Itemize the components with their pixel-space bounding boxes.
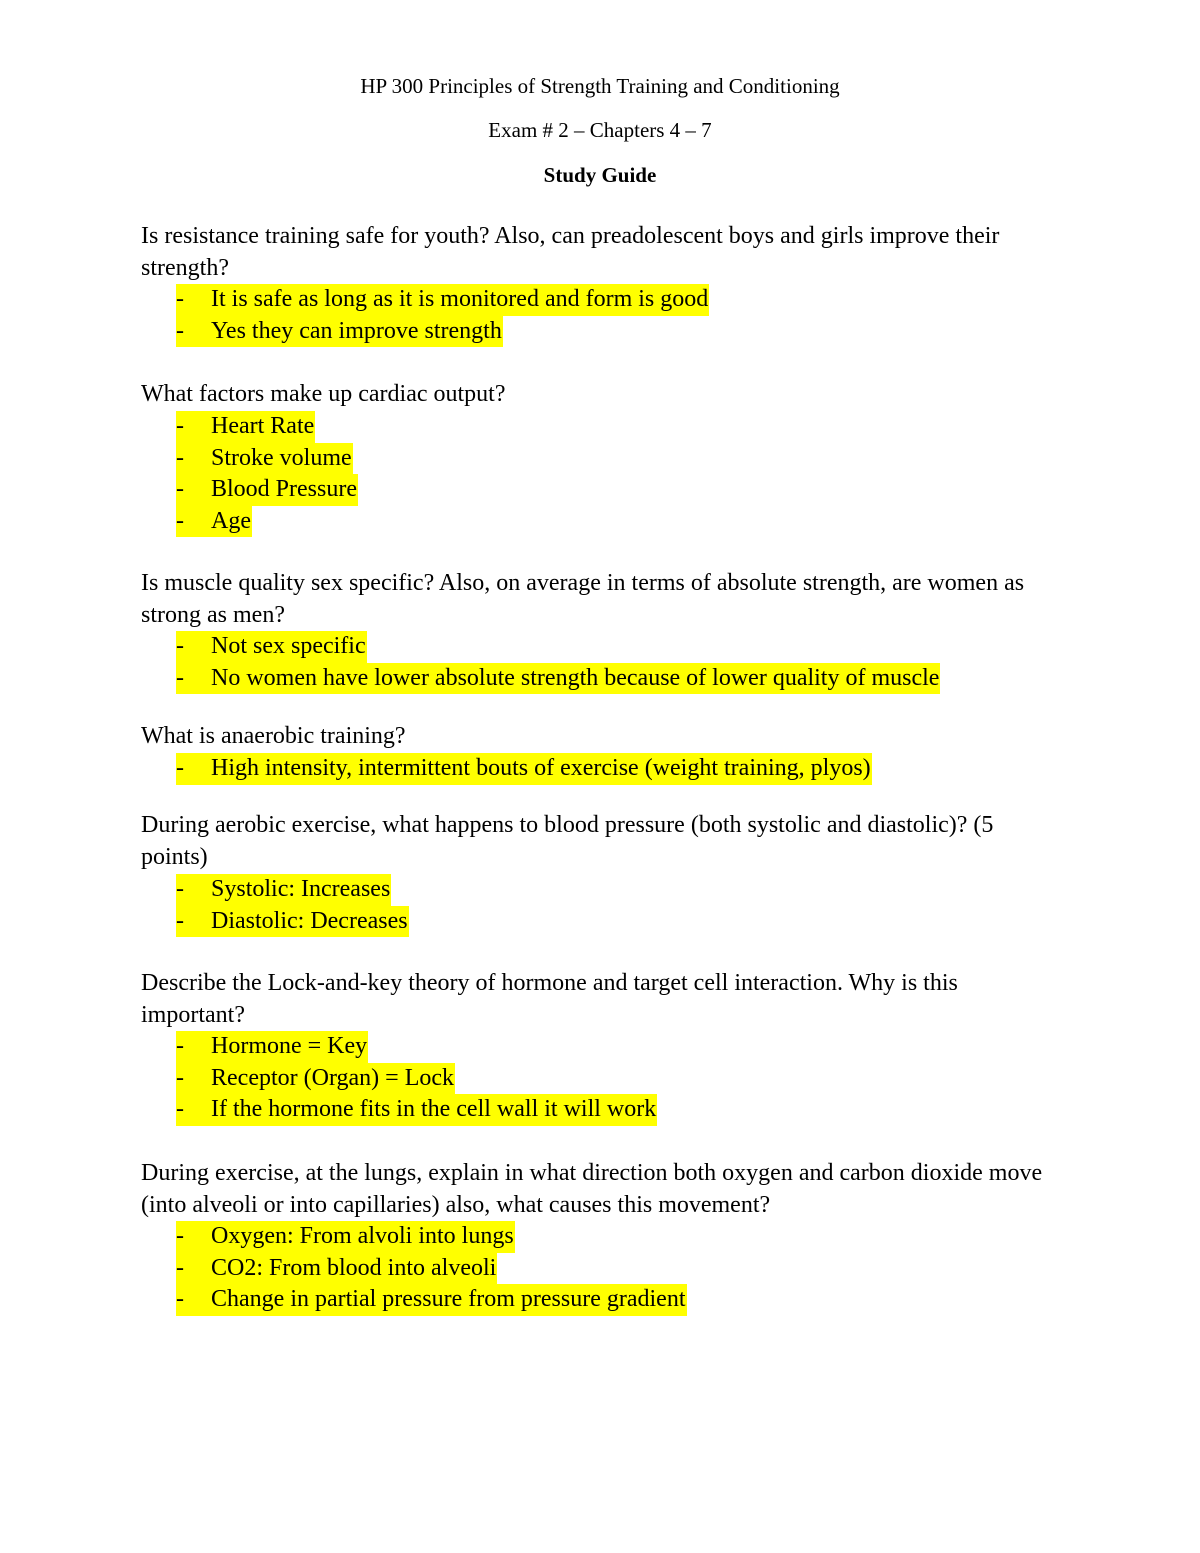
exam-subtitle: Exam # 2 – Chapters 4 – 7 (488, 118, 712, 142)
bullet-dash: - (176, 1286, 184, 1312)
question-3: Is muscle quality sex specific? Also, on average in terms of absolute strength, are women as strong as men? (141, 570, 1025, 628)
question-1: Is resistance training safe for youth? Also, can preadolescent boys and girls improve their strength? (141, 223, 1000, 281)
answer-text: No women have lower absolute strength because of lower quality of muscle (211, 664, 940, 691)
answer-text: Yes they can improve strength (211, 317, 502, 344)
bullet-dash: - (176, 507, 184, 534)
answer-text: Blood Pressure (211, 476, 357, 502)
question-5: During aerobic exercise, what happens to blood pressure (both systolic and diastolic)? (5 points) (141, 812, 994, 870)
answer-text: Oxygen: From alvoli into lungs (211, 1223, 514, 1249)
bullet-dash: - (176, 664, 184, 691)
bullet-dash: - (176, 1254, 184, 1281)
answer-text: Heart Rate (211, 413, 315, 439)
bullet-dash: - (176, 444, 184, 471)
bullet-dash: - (176, 907, 184, 934)
answer-text: It is safe as long as it is monitored and form is good (211, 286, 709, 312)
answer-text: Not sex specific (211, 633, 366, 659)
study-guide-heading: Study Guide (543, 163, 657, 187)
bullet-dash: - (176, 476, 184, 502)
question-2: What factors make up cardiac output? (141, 381, 506, 407)
bullet-dash: - (176, 1033, 184, 1059)
answer-text: Diastolic: Decreases (211, 907, 408, 934)
bullet-dash: - (176, 1096, 184, 1122)
answer-text: Stroke volume (211, 444, 352, 471)
answer-text: Receptor (Organ) = Lock (211, 1064, 454, 1091)
bullet-dash: - (176, 286, 184, 312)
bullet-dash: - (176, 755, 184, 781)
answer-text: Change in partial pressure from pressure gradient (211, 1286, 686, 1312)
bullet-dash: - (176, 876, 184, 902)
question-6: Describe the Lock-and-key theory of hormone and target cell interaction. Why is this important? (141, 970, 958, 1028)
bullet-dash: - (176, 1223, 184, 1249)
bullet-dash: - (176, 317, 184, 344)
answer-text: If the hormone fits in the cell wall it will work (211, 1096, 657, 1122)
course-title: HP 300 Principles of Strength Training and Conditioning (360, 74, 840, 98)
answer-text: Age (211, 507, 251, 534)
answer-text: High intensity, intermittent bouts of exercise (weight training, plyos) (211, 755, 871, 781)
answer-text: CO2: From blood into alveoli (211, 1254, 497, 1281)
answer-text: Systolic: Increases (211, 876, 391, 902)
answer-text: Hormone = Key (211, 1033, 368, 1059)
bullet-dash: - (176, 1064, 184, 1091)
bullet-dash: - (176, 633, 184, 659)
question-4: What is anaerobic training? (141, 723, 406, 749)
bullet-dash: - (176, 413, 184, 439)
question-7: During exercise, at the lungs, explain in what direction both oxygen and carbon dioxide move (into alveoli or into capillaries) also, what causes this movement? (141, 1160, 1043, 1218)
